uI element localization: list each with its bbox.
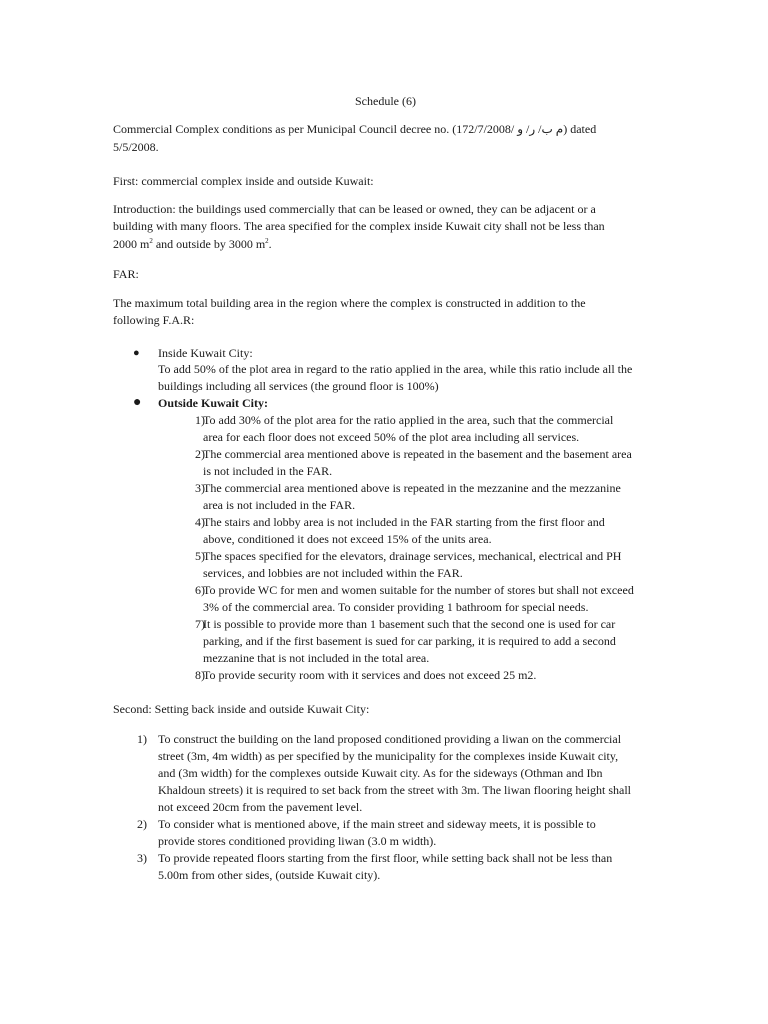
list-number: 8): [195, 668, 205, 682]
first-heading: First: commercial complex inside and outside Kuwait:: [113, 174, 374, 188]
list-item-text: To consider what is mentioned above, if the main street and sideway meets, it is possible to: [158, 817, 596, 831]
list-item-text: above, conditioned it does not exceed 15% of the units area.: [203, 532, 492, 546]
list-number: 2): [137, 817, 147, 831]
inside-label: Inside Kuwait City:: [158, 346, 253, 360]
introduction-line-1: Introduction: the buildings used commercially that can be leased or owned, they can be adjacent or a: [113, 202, 596, 216]
list-item-text: area is not included in the FAR.: [203, 498, 356, 512]
intro-line-2: 5/5/2008.: [113, 140, 159, 154]
far-heading: FAR:: [113, 267, 139, 281]
bullet-icon: ●: [133, 395, 142, 410]
intro-line-1: Commercial Complex conditions as per Municipal Council decree no. (172/7/2008/ م ب/ ر/ و) dated: [113, 122, 597, 136]
list-item-text: To provide WC for men and women suitable for the number of stores but shall not exceed: [203, 583, 634, 597]
introduction-line-3: 2000 $m^2$ and outside by 3000 $m^2$.: [113, 237, 272, 251]
outside-label: Outside Kuwait City:: [158, 396, 269, 410]
list-item-text: area for each floor does not exceed 50% of the plot area including all services.: [203, 430, 580, 444]
list-item-text: is not included in the FAR.: [203, 464, 333, 478]
introduction-line-2: building with many floors. The area specified for the complex inside Kuwait city shall not be less than: [113, 219, 605, 233]
list-number: 5): [195, 549, 205, 563]
far-para-line-1: The maximum total building area in the region where the complex is constructed in addition to the: [113, 296, 586, 310]
list-item-text: It is possible to provide more than 1 basement such that the second one is used for car: [203, 617, 616, 631]
list-item-text: The spaces specified for the elevators, drainage services, mechanical, electrical and PH: [203, 549, 622, 563]
list-item-text: To provide security room with it services and does not exceed 25 m2.: [203, 668, 537, 682]
list-item-text: parking, and if the first basement is sued for car parking, it is required to add a second: [203, 634, 616, 648]
bullet-icon: ●: [133, 347, 140, 359]
list-number: 1): [137, 732, 147, 746]
list-item-text: 5.00m from other sides, (outside Kuwait city).: [158, 868, 381, 882]
list-item-text: To add 30% of the plot area for the ratio applied in the area, such that the commercial: [203, 413, 614, 427]
list-number: 1): [195, 413, 205, 427]
list-item-text: To construct the building on the land proposed conditioned providing a liwan on the commercial: [158, 732, 622, 746]
list-number: 7): [195, 617, 205, 631]
list-item-text: not exceed 20cm from the pavement level.: [158, 800, 363, 814]
list-item-text: To provide repeated floors starting from the first floor, while setting back shall not be less than: [158, 851, 613, 865]
list-number: 6): [195, 583, 205, 597]
page-title: Schedule (6): [355, 94, 416, 108]
list-item-text: and (3m width) for the complexes outside Kuwait city. As for the sideways (Othman and Ibn: [158, 766, 603, 780]
list-item-text: 3% of the commercial area. To consider providing 1 bathroom for special needs.: [203, 600, 589, 614]
second-heading: Second: Setting back inside and outside Kuwait City:: [113, 702, 370, 716]
list-item-text: street (3m, 4m width) as per specified by the municipality for the complexes inside Kuwait city,: [158, 749, 619, 763]
list-number: 3): [195, 481, 205, 495]
list-item-text: mezzanine that is not included in the total area.: [203, 651, 430, 665]
list-item-text: The stairs and lobby area is not included in the FAR starting from the first floor and: [203, 515, 605, 529]
far-para-line-2: following F.A.R:: [113, 313, 195, 327]
list-number: 3): [137, 851, 147, 865]
list-number: 2): [195, 447, 205, 461]
list-item-text: services, and lobbies are not included within the FAR.: [203, 566, 463, 580]
list-item-text: provide stores conditioned providing liwan (3.0 m width).: [158, 834, 437, 848]
list-number: 4): [195, 515, 205, 529]
list-item-text: Khaldoun streets) it is required to set back from the street with 3m. The liwan flooring height shall: [158, 783, 632, 797]
list-item-text: The commercial area mentioned above is repeated in the mezzanine and the mezzanine: [203, 481, 621, 495]
list-item-text: The commercial area mentioned above is repeated in the basement and the basement area: [203, 447, 632, 461]
